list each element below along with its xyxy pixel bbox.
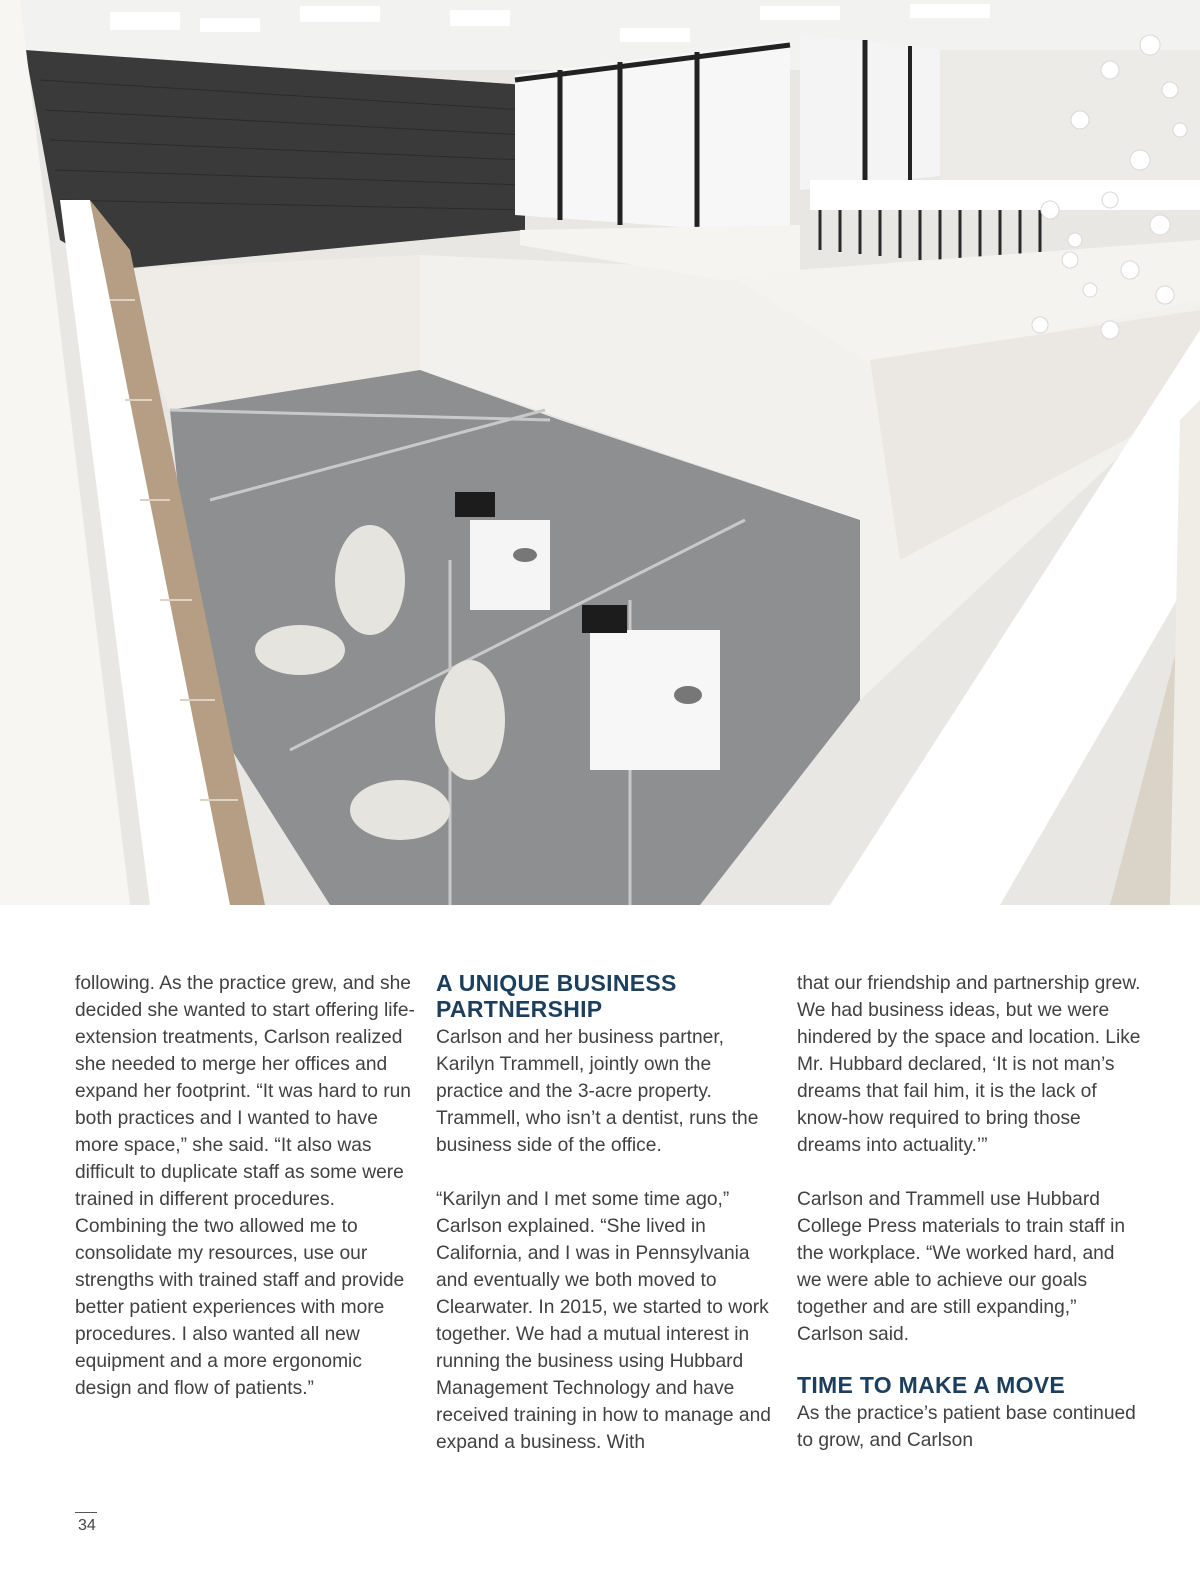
body-paragraph: “Karilyn and I met some time ago,” Carlson explained. “She lived in California, and I was in Pennsylvania and eventually we both moved to Clearwater. In 2015, we started to work together. We had a mutual interest in running the business using Hubbard Management Technology and have received training in how to manage and expand a business. With xyxy=(436,1189,771,1453)
body-paragraph: Carlson and Trammell use Hubbard College Press materials to train staff in the workplace. “We worked hard, and we were able to achieve our goals together and are still expanding,” Carlson said. xyxy=(797,1189,1126,1345)
body-paragraph: following. As the practice grew, and she decided she wanted to start offering life-extension treatments, Carlson realized she needed to merge her offices and expand her footprint. “It was hard to run both practices and I wanted to have more space,” she said. “It also was difficult to duplicate staff as some were trained in different procedures. Combining the two allowed me to consolidate my resources, use our strengths with trained staff and provide better patient experiences with more procedures. I also wanted all new equipment and a more ergonomic design and flow of patients.” xyxy=(75,973,415,1399)
column-3 xyxy=(797,970,1142,1454)
page-number: 34 xyxy=(78,1517,96,1534)
body-paragraph: that our friendship and partnership grew. We had business ideas, but we were hindered by the space and location. Like Mr. Hubbard declared, ‘It is not man’s dreams that fail him, it is the lack of know-how required to bring those dreams into actuality.’” xyxy=(797,973,1141,1156)
column-1 xyxy=(75,970,420,1402)
folio-rule xyxy=(75,1512,97,1513)
section-heading: TIME TO MAKE A MOVE xyxy=(797,1372,1066,1398)
body-paragraph: As the practice’s patient base continued to grow, and Carlson xyxy=(797,1403,1136,1451)
section-heading: A UNIQUE BUSINESS PARTNERSHIP xyxy=(436,970,677,1022)
body-paragraph: Carlson and her business partner, Karilyn Trammell, jointly own the practice and the 3-acre property. Trammell, who isn’t a dentist, runs the business side of the office. xyxy=(436,1027,759,1156)
column-2 xyxy=(436,970,781,1456)
